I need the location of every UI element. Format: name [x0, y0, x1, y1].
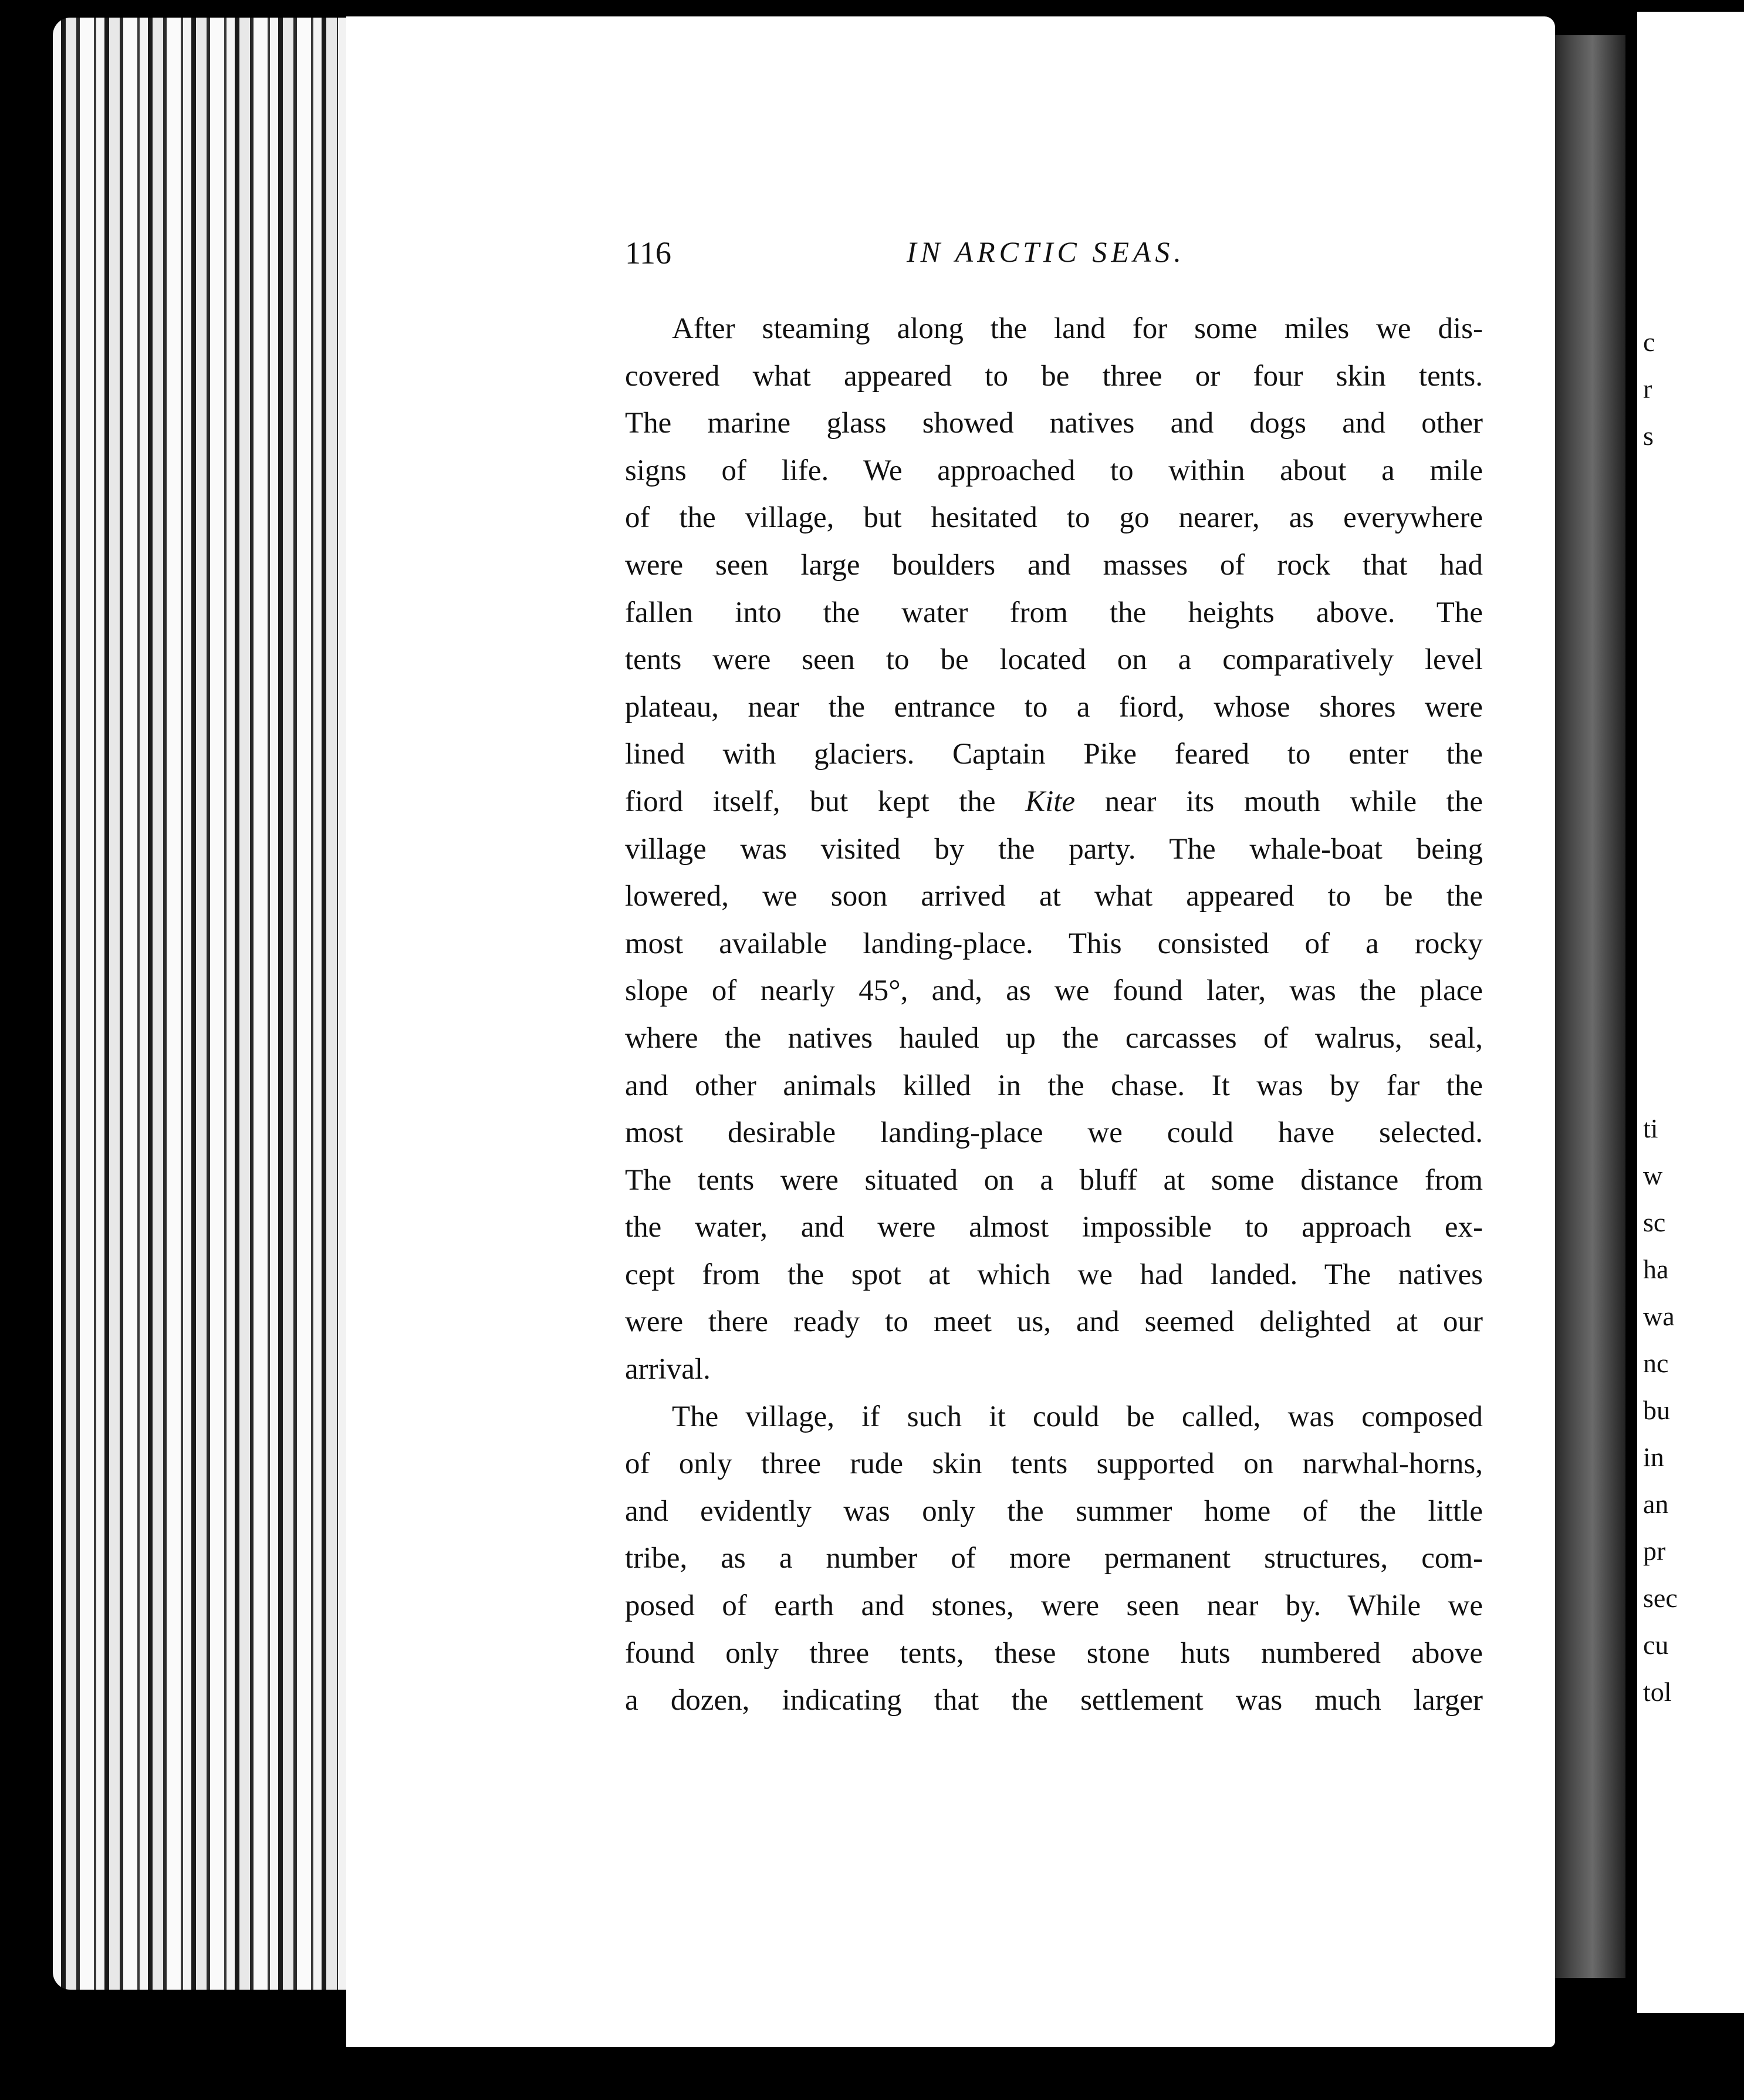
text-line: The tents were situated on a bluff at some distance from: [625, 1163, 1483, 1197]
facing-page-fragment: an: [1643, 1489, 1669, 1519]
text-segment: fiord itself, but kept the: [625, 785, 1026, 818]
facing-page-fragment: tol: [1643, 1677, 1672, 1707]
running-head-title: IN ARCTIC SEAS.: [907, 235, 1185, 268]
text-line: The marine glass showed natives and dogs and other: [625, 407, 1483, 440]
text-line: lowered, we soon arrived at what appeared to be the: [625, 880, 1483, 913]
text-line: covered what appeared to be three or four skin tents.: [625, 359, 1483, 393]
text-line: fallen into the water from the heights above. The: [625, 596, 1483, 629]
facing-page: [1637, 12, 1744, 2013]
text-line: were seen large boulders and masses of rock that had: [625, 548, 1483, 582]
book-page-edges: [53, 18, 352, 1990]
text-line: found only three tents, these stone huts numbered above: [625, 1636, 1483, 1670]
book-gutter-shadow: [1543, 35, 1625, 1978]
facing-page-fragment: ti: [1643, 1113, 1658, 1143]
facing-page-fragment: r: [1643, 374, 1652, 404]
text-line: tribe, as a number of more permanent structures, com-: [625, 1542, 1483, 1575]
text-line: arrival.: [625, 1353, 711, 1386]
facing-page-fragment: bu: [1643, 1395, 1670, 1425]
text-segment: near its mouth while the: [1075, 785, 1483, 818]
text-line: The village, if such it could be called, was composed: [672, 1400, 1483, 1433]
text-line: were there ready to meet us, and seemed delighted at our: [625, 1305, 1483, 1339]
text-line: of only three rude skin tents supported on narwhal-horns,: [625, 1447, 1483, 1481]
facing-page-fragment: nc: [1643, 1348, 1669, 1378]
facing-page-fragment: pr: [1643, 1536, 1666, 1566]
text-line: and other animals killed in the chase. It was by far the: [625, 1069, 1483, 1102]
facing-page-fragment: sec: [1643, 1583, 1678, 1613]
text-line: most available landing-place. This consisted of a rocky: [625, 927, 1483, 960]
facing-page-fragment: wa: [1643, 1301, 1675, 1331]
facing-page-fragment: ha: [1643, 1254, 1669, 1284]
text-line: plateau, near the entrance to a fiord, whose shores were: [625, 690, 1483, 724]
text-line: After steaming along the land for some miles we dis-: [672, 312, 1483, 345]
text-line: and evidently was only the summer home of the little: [625, 1494, 1483, 1528]
text-line: cept from the spot at which we had landed. The natives: [625, 1258, 1483, 1291]
facing-page-fragment: cu: [1643, 1630, 1669, 1660]
text-line: [625, 778, 1483, 826]
text-line: a dozen, indicating that the settlement was much larger: [625, 1684, 1483, 1717]
text-line: lined with glaciers. Captain Pike feared to enter the: [625, 738, 1483, 771]
facing-page-fragment: c: [1643, 327, 1655, 357]
facing-page-fragment: sc: [1643, 1207, 1666, 1237]
facing-page-fragment: in: [1643, 1442, 1664, 1472]
facing-page-fragment: s: [1643, 421, 1654, 451]
ship-name: Kite: [1025, 785, 1076, 818]
text-line: most desirable landing-place we could have selected.: [625, 1116, 1483, 1150]
text-line: village was visited by the party. The whale-boat being: [625, 832, 1483, 866]
text-line: where the natives hauled up the carcasses of walrus, seal,: [625, 1021, 1483, 1055]
facing-page-fragment: w: [1643, 1160, 1663, 1190]
text-line: of the village, but hesitated to go nearer, as everywhere: [625, 501, 1483, 535]
text-line: signs of life. We approached to within about a mile: [625, 454, 1483, 487]
text-line: posed of earth and stones, were seen near by. While we: [625, 1589, 1483, 1623]
text-line: tents were seen to be located on a comparatively level: [625, 643, 1483, 677]
body-text: [625, 305, 1483, 1724]
running-head: [625, 235, 1482, 282]
page-number: 116: [625, 235, 671, 271]
text-line: the water, and were almost impossible to approach ex-: [625, 1211, 1483, 1244]
text-line: slope of nearly 45°, and, as we found later, was the place: [625, 974, 1483, 1008]
